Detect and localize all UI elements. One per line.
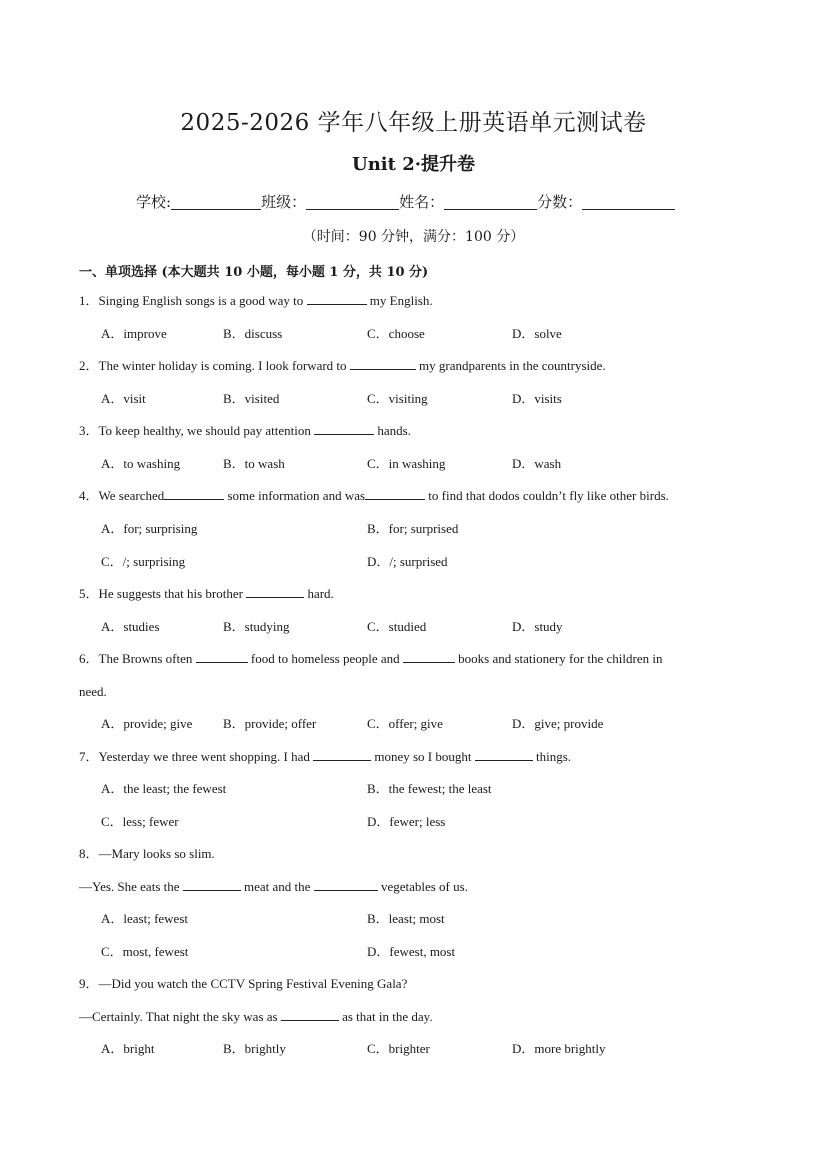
answer-blank[interactable]: [196, 651, 248, 663]
option-d[interactable]: D．solve: [512, 326, 562, 341]
question-4: [79, 488, 669, 504]
option-a[interactable]: A．bright: [101, 1041, 155, 1056]
question-text: some information and was: [224, 488, 366, 503]
option-c[interactable]: C．in washing: [367, 456, 446, 471]
option-c[interactable]: C．offer; give: [367, 716, 443, 731]
option-d[interactable]: D．more brightly: [512, 1041, 606, 1056]
question-text: to find that dodos couldn’t fly like other birds.: [425, 488, 669, 503]
question-number: 8．: [79, 846, 99, 861]
option-a[interactable]: A．to washing: [101, 456, 181, 471]
option-c[interactable]: C．visiting: [367, 391, 428, 406]
option-a[interactable]: A．least; fewest: [101, 911, 189, 926]
option-b[interactable]: B．discuss: [223, 326, 283, 341]
name-field[interactable]: [444, 193, 537, 210]
question-number: 7．: [79, 749, 99, 764]
option-d[interactable]: D．study: [512, 619, 563, 634]
question-8: [79, 846, 215, 862]
answer-blank[interactable]: [281, 1009, 339, 1021]
option-c[interactable]: C．brighter: [367, 1041, 430, 1056]
question-text: food to homeless people and: [247, 651, 403, 666]
question-number: 1．: [79, 293, 99, 308]
option-b[interactable]: B．studying: [223, 619, 290, 634]
option-b[interactable]: B．brightly: [223, 1041, 286, 1056]
question-text: money so I bought: [371, 749, 475, 764]
question-text: —Certainly. That night the sky was as: [79, 1009, 281, 1024]
question-9: [79, 976, 407, 992]
question-number: 5．: [79, 586, 99, 601]
option-d[interactable]: D．wash: [512, 456, 562, 471]
answer-blank[interactable]: [365, 488, 425, 500]
question-3: [79, 423, 411, 439]
question-text: books and stationery for the children in: [454, 651, 663, 666]
question-text: To keep healthy, we should pay attention: [98, 423, 315, 438]
question-text: hard.: [304, 586, 334, 601]
name-label: 姓名：: [399, 193, 445, 211]
option-a[interactable]: A．visit: [101, 391, 146, 406]
question-text: hands.: [374, 423, 411, 438]
option-c[interactable]: C．less; fewer: [101, 814, 179, 829]
option-a[interactable]: A．for; surprising: [101, 521, 198, 536]
question-number: 3．: [79, 423, 99, 438]
question-text: meat and the: [240, 879, 314, 894]
question-text: The winter holiday is coming. I look forward to: [98, 358, 350, 373]
question-5: [79, 586, 334, 602]
option-d[interactable]: D．fewer; less: [367, 814, 446, 829]
school-label: 学校:: [136, 193, 172, 211]
option-a[interactable]: A．studies: [101, 619, 160, 634]
option-b[interactable]: B．the fewest; the least: [367, 781, 492, 796]
question-text: things.: [532, 749, 572, 764]
option-c[interactable]: C．/; surprising: [101, 554, 186, 569]
option-b[interactable]: B．for; surprised: [367, 521, 459, 536]
question-7: [79, 749, 571, 765]
question-text: vegetables of us.: [377, 879, 468, 894]
question-text: Singing English songs is a good way to: [98, 293, 307, 308]
answer-blank[interactable]: [403, 651, 455, 663]
score-label: 分数：: [537, 193, 583, 211]
page-title: 2025-2026 学年八年级上册英语单元测试卷: [180, 110, 647, 136]
question-text: He suggests that his brother: [98, 586, 247, 601]
option-b[interactable]: B．least; most: [367, 911, 445, 926]
class-field[interactable]: [306, 193, 399, 210]
question-number: 6．: [79, 651, 99, 666]
question-9-line2: [79, 1009, 433, 1025]
answer-blank[interactable]: [314, 879, 378, 891]
option-d[interactable]: D．fewest, most: [367, 944, 456, 959]
answer-blank[interactable]: [246, 586, 304, 598]
question-text: —Mary looks so slim.: [98, 846, 215, 861]
section-heading: 一、单项选择 (本大题共 10 小题，每小题 1 分，共 10 分): [79, 265, 429, 280]
student-info-row: [136, 191, 675, 212]
question-1: [79, 293, 433, 309]
question-text: We searched: [98, 488, 165, 503]
question-6-continuation: need.: [79, 684, 107, 699]
question-6: [79, 651, 662, 667]
answer-blank[interactable]: [183, 879, 241, 891]
answer-blank[interactable]: [350, 358, 416, 370]
score-field[interactable]: [582, 193, 675, 210]
question-text: Yesterday we three went shopping. I had: [98, 749, 314, 764]
answer-blank[interactable]: [475, 749, 533, 761]
option-c[interactable]: C．most, fewest: [101, 944, 189, 959]
question-text: as that in the day.: [338, 1009, 433, 1024]
answer-blank[interactable]: [164, 488, 224, 500]
option-d[interactable]: D．/; surprised: [367, 554, 448, 569]
option-a[interactable]: A．improve: [101, 326, 167, 341]
class-label: 班级：: [261, 193, 307, 211]
question-8-line2: [79, 879, 468, 895]
option-b[interactable]: B．visited: [223, 391, 280, 406]
option-a[interactable]: A．the least; the fewest: [101, 781, 227, 796]
question-text: my English.: [366, 293, 433, 308]
option-c[interactable]: C．studied: [367, 619, 427, 634]
question-number: 9．: [79, 976, 99, 991]
option-b[interactable]: B．provide; offer: [223, 716, 317, 731]
question-text: —Yes. She eats the: [79, 879, 183, 894]
answer-blank[interactable]: [314, 423, 374, 435]
school-field[interactable]: [171, 193, 261, 210]
question-2: [79, 358, 606, 374]
question-text: The Browns often: [98, 651, 196, 666]
option-b[interactable]: B．to wash: [223, 456, 285, 471]
question-text: —Did you watch the CCTV Spring Festival Evening Gala?: [98, 976, 408, 991]
option-d[interactable]: D．visits: [512, 391, 562, 406]
option-c[interactable]: C．choose: [367, 326, 425, 341]
answer-blank[interactable]: [307, 293, 367, 305]
option-a[interactable]: A．provide; give: [101, 716, 193, 731]
question-number: 4．: [79, 488, 99, 503]
option-d[interactable]: D．give; provide: [512, 716, 604, 731]
question-text: my grandparents in the countryside.: [415, 358, 606, 373]
time-note: （时间：90 分钟，满分：100 分）: [302, 229, 525, 245]
question-number: 2．: [79, 358, 99, 373]
answer-blank[interactable]: [313, 749, 371, 761]
page-subtitle: Unit 2·提升卷: [352, 154, 475, 175]
